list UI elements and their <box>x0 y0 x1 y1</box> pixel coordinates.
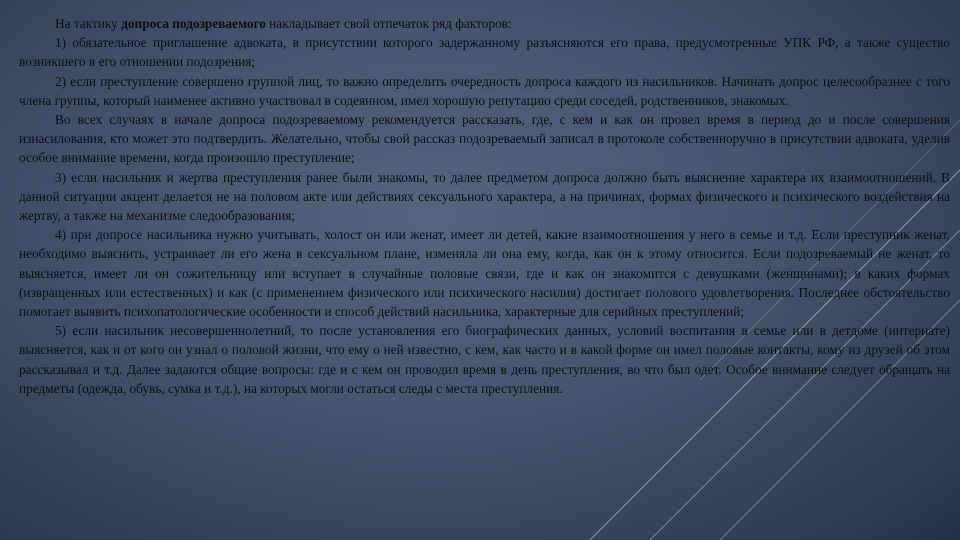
intro-emphasis: допроса подозреваемого <box>121 16 266 31</box>
paragraph-4: 4) при допросе насильника нужно учитывать, холост он или женат, имеет ли детей, какие взаимоотношения у него в семье и т.д. Если преступник женат, необходимо выяснить, устраивает ли его жена в сексуальном плане, изменяла ли она ему, когда, как он к этому относится. Если подозреваемый не женат, то выясняется, имеет ли он сожительницу или вступает в случайные половые связи, где и как он знакомится с девушками (женщинами); в каких формах (извращенных или естественных) и как (с применением физического или психического насилия) достигает полового удовлетворения. Последнее обстоятельство помогает выявить психопатологические особенности и способ действий насильника, характерные для серийных преступлений; <box>19 227 950 320</box>
paragraph-3: 3) если насильник и жертва преступления ранее были знакомы, то далее предметом допроса должно быть выяснение характера их взаимоотношений. В данной ситуации акцент делается не на половом акте или действиях сексуального характера, а на причинах, формах физического и психического воздействия на жертву, а также на механизме следообразования; <box>19 169 950 224</box>
intro-text-after: накладывает свой отпечаток ряд факторов: <box>265 16 512 31</box>
intro-text-before: На тактику <box>55 16 122 31</box>
intro-paragraph <box>19 14 950 33</box>
paragraph-2: 2) если преступление совершено группой лиц, то важно определить очередность допроса каждого из насильников. Начинать допрос целесообразнее с того члена группы, который наименее активно участвовал в содеянном, имел хорошую репутацию среди соседей, родственников, знакомых. <box>19 73 950 108</box>
paragraph-5: 5) если насильник несовершеннолетний, то после установления его биографических данных, условий воспитания в семье или в детдоме (интернате) выясняется, как и от кого он узнал о половой жизни, что ему о ней известно, с кем, как часто и в какой форме он имел половые контакты, кому из друзей об этом рассказывал и т.д. Далее задаются общие вопросы: где и с кем он проводил время в день преступления, во что был одет. Особое внимание следует обращать на предметы (одежда, обувь, сумка и т.д.), на которых могли остаться следы с места преступления. <box>19 323 950 396</box>
paragraph-1: 1) обязательное приглашение адвоката, в присутствии которого задержанному разъясняются его права, предусмотренные УПК РФ, а также существо возникшего в его отношении подозрения; <box>19 35 950 70</box>
paragraph-general: Во всех случаях в начале допроса подозреваемому рекомендуется рассказать, где, с кем и как он провел время в период до и после совершения изнасилования, кто может это подтвердить. Желательно, чтобы свой рассказ подозреваемый записал в протоколе собственноручно в присутствии адвоката, уделив особое внимание времени, когда произошло преступление; <box>19 112 950 166</box>
slide-body-text <box>19 14 950 398</box>
